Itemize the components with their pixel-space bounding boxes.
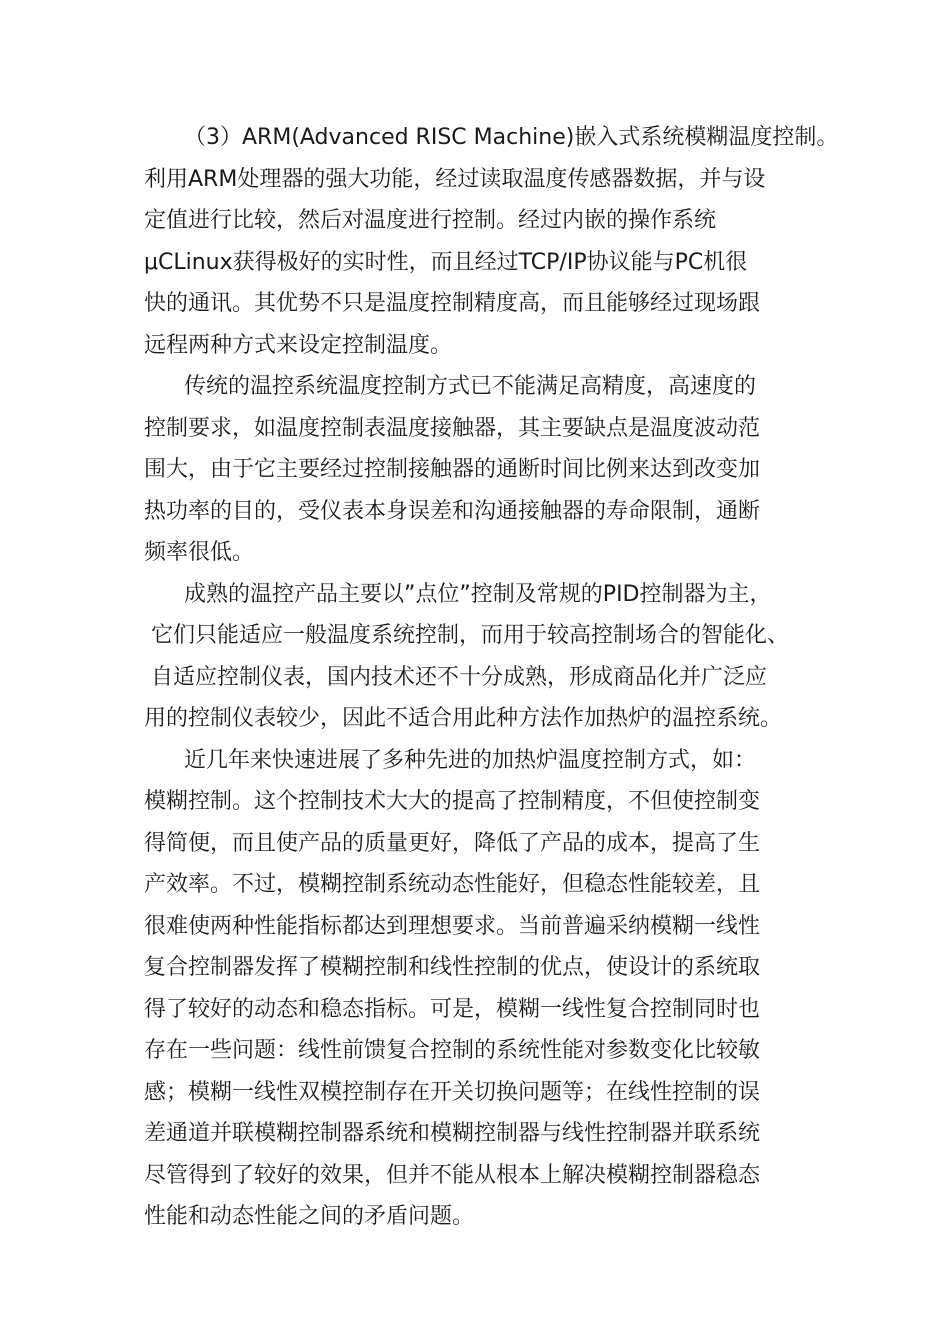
- paragraph-line: 得了较好的动态和稳态指标。可是，模糊一线性复合控制同时也: [144, 996, 761, 1022]
- paragraph-line: 远程两种方式来设定控制温度。: [144, 332, 453, 358]
- paragraph-line: 差通道并联模糊控制器系统和模糊控制器与线性控制器并联系统: [144, 1121, 761, 1146]
- paragraph-line: 尽管得到了较好的效果，但并不能从根本上解决模糊控制器稳态: [144, 1162, 761, 1188]
- paragraph-line: 产效率。不过，模糊控制系统动态性能好，但稳态性能较差，且: [144, 872, 761, 897]
- paragraph-line: 自适应控制仪表，国内技术还不十分成熟，形成商品化并广泛应: [144, 664, 767, 690]
- paragraph-line: 热功率的目的，受仪表本身误差和沟通接触器的寿命限制，通断: [144, 498, 761, 524]
- paragraph-line: 近几年来快速进展了多种先进的加热炉温度控制方式，如：: [184, 747, 757, 773]
- paragraph-line: 它们只能适应一般温度系统控制，而用于较高控制场合的智能化、: [144, 623, 789, 648]
- paragraph-line: 定值进行比较，然后对温度进行控制。经过内嵌的操作系统: [144, 208, 717, 233]
- paragraph-line: （3）ARM(Advanced RISC Machine)嵌入式系统模糊温度控制。: [184, 125, 839, 150]
- paragraph-line: 控制要求，如温度控制表温度接触器，其主要缺点是温度波动范: [144, 415, 761, 441]
- paragraph-line: 用的控制仪表较少，因此不适合用此种方法作加热炉的温控系统。: [144, 706, 783, 731]
- paragraph-line: μCLinux获得极好的实时性，而且经过TCP/IP协议能与PC机很: [144, 249, 748, 275]
- paragraph-line: 得简便，而且使产品的质量更好，降低了产品的成本，提高了生: [144, 830, 761, 856]
- paragraph-line: 传统的温控系统温度控制方式已不能满足高精度，高速度的: [184, 374, 757, 399]
- paragraph-line: 存在一些问题：线性前馈复合控制的系统性能对参数变化比较敏: [144, 1038, 761, 1063]
- paragraph-line: 快的通讯。其优势不只是温度控制精度高，而且能够经过现场跟: [144, 291, 761, 316]
- paragraph-line: 性能和动态性能之间的矛盾问题。: [144, 1204, 475, 1229]
- body-text: [144, 117, 839, 1238]
- paragraph-line: 感；模糊一线性双模控制存在开关切换问题等；在线性控制的误: [144, 1079, 761, 1105]
- paragraph-line: 模糊控制。这个控制技术大大的提高了控制精度，不但使控制变: [144, 789, 761, 814]
- paragraph-line: 利用ARM处理器的强大功能，经过读取温度传感器数据，并与设: [144, 166, 766, 192]
- paragraph-line: 很难使两种性能指标都达到理想要求。当前普遍采纳模糊一线性: [144, 913, 761, 939]
- paragraph-line: 成熟的温控产品主要以”点位”控制及常规的PID控制器为主，: [184, 581, 772, 607]
- paragraph-line: 频率很低。: [144, 540, 255, 565]
- paragraph-line: 复合控制器发挥了模糊控制和线性控制的优点，使设计的系统取: [144, 955, 761, 980]
- paragraph-line: 围大，由于它主要经过控制接触器的通断时间比例来达到改变加: [144, 457, 761, 482]
